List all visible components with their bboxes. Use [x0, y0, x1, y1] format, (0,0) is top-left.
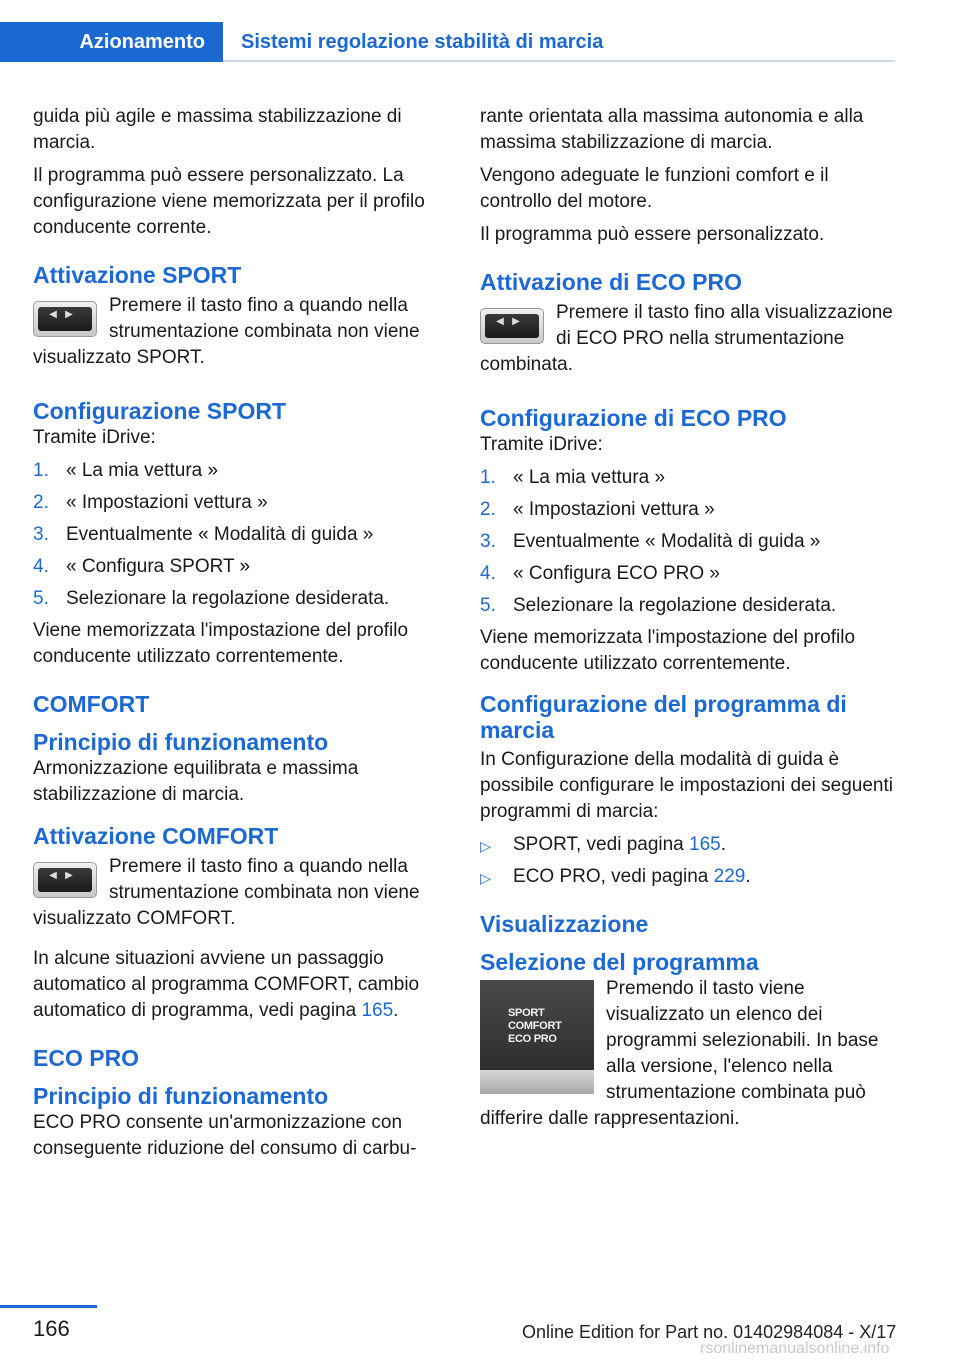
program-list-display-image	[480, 980, 594, 1094]
heading-principio: Principio di funzionamento	[33, 729, 329, 755]
page-header	[0, 22, 895, 62]
heading-attivazione-sport: Attivazione SPORT	[33, 262, 242, 288]
paragraph: Il programma può essere personalizzato.	[480, 224, 825, 245]
heading-visualizzazione: Visualizzazione	[480, 911, 649, 937]
heading-comfort: COMFORT	[33, 691, 150, 717]
instruction-text: Premere il tasto fino a quando nella strumentazione combinata non viene visualizzato SPORT.	[33, 295, 420, 368]
list-item: 4. « Configura SPORT »	[33, 556, 251, 577]
paragraph: rante orientata alla massima autonomia e alla massima stabilizzazione di marcia.	[480, 106, 864, 153]
heading-principio: Principio di funzionamento	[33, 1083, 329, 1109]
list-item: 5. Selezionare la regolazione desiderata.	[33, 588, 390, 609]
list-item: 2. « Impostazioni vettura »	[480, 499, 715, 520]
bullet-triangle-icon: ▷	[480, 838, 491, 854]
heading-configurazione-sport: Configurazione SPORT	[33, 398, 286, 424]
paragraph: Tramite iDrive:	[480, 434, 603, 455]
steps-list-sport	[33, 458, 447, 612]
paragraph: In Configurazione della modalità di guida è possibile configurare le impostazioni dei seguenti programmi di marcia:	[480, 749, 893, 822]
page-link-229[interactable]: 229	[713, 866, 746, 887]
list-item: 1. « La mia vettura »	[33, 460, 219, 481]
list-item: 1. « La mia vettura »	[480, 467, 666, 488]
drive-mode-button-icon: ◀ ▶	[33, 862, 97, 898]
instruction-text: Premendo il tasto viene visualizzato un elenco dei programmi selezionabili. In base alla versione, l'elenco nella strumentazione combinata può differire dalle rappresentazioni.	[480, 978, 879, 1129]
instruction-text: Premere il tasto fino a quando nella strumentazione combinata non viene visualizzato COMFORT.	[33, 856, 420, 929]
list-item: 5. Selezionare la regolazione desiderata.	[480, 595, 837, 616]
list-item: ▷ SPORT, vedi pagina 165.	[480, 832, 894, 858]
left-column	[33, 104, 447, 1169]
footer-rule	[0, 1305, 97, 1308]
paragraph: Il programma può essere personalizzato. La configurazione viene memorizzata per il profilo conducente corrente.	[33, 165, 425, 238]
heading-configurazione-programma: Configurazione del programma di marcia	[480, 691, 847, 743]
heading-attivazione-comfort: Attivazione COMFORT	[33, 823, 279, 849]
drive-mode-button-icon: ◀ ▶	[480, 308, 544, 344]
program-bullets	[480, 832, 894, 890]
paragraph: In alcune situazioni avviene un passaggio automatico al programma COMFORT, cambio automatico di programma, vedi pagina 165.	[33, 948, 420, 1021]
paragraph: Tramite iDrive:	[33, 427, 156, 448]
right-column	[480, 104, 894, 1132]
heading-attivazione-eco-pro: Attivazione di ECO PRO	[480, 269, 742, 295]
page-number: 166	[33, 1316, 70, 1341]
page-link-165[interactable]: 165	[361, 1000, 394, 1021]
header-rule	[223, 60, 895, 62]
paragraph: Viene memorizzata l'impostazione del profilo conducente utilizzato correntemente.	[33, 620, 409, 667]
paragraph: Vengono adeguate le funzioni comfort e il controllo del motore.	[480, 165, 829, 212]
list-item: 3. Eventualmente « Modalità di guida »	[480, 531, 821, 552]
heading-eco-pro: ECO PRO	[33, 1045, 140, 1071]
instruction-with-button	[480, 300, 894, 378]
instruction-with-screen	[480, 976, 894, 1132]
instruction-text: Premere il tasto fino alla visualizzazione di ECO PRO nella strumentazione combinata.	[480, 302, 893, 375]
edition-text: Online Edition for Part no. 01402984084 - X/17	[522, 1322, 897, 1342]
section-title[interactable]: Sistemi regolazione stabilità di marcia	[241, 31, 604, 53]
heading-configurazione-eco-pro: Configurazione di ECO PRO	[480, 405, 787, 431]
display-label: ECO PRO	[508, 1033, 557, 1045]
drive-mode-button-icon: ◀ ▶	[33, 301, 97, 337]
list-item: 4. « Configura ECO PRO »	[480, 563, 720, 584]
chapter-tab[interactable]: Azionamento	[0, 22, 223, 62]
display-label: SPORT	[508, 1007, 545, 1019]
list-item: 3. Eventualmente « Modalità di guida »	[33, 524, 374, 545]
bullet-triangle-icon: ▷	[480, 870, 491, 886]
instruction-with-button	[33, 293, 447, 371]
paragraph: Armonizzazione equilibrata e massima stabilizzazione di marcia.	[33, 758, 359, 805]
watermark: rsonlinemanualsonline.info	[700, 1340, 890, 1357]
paragraph: guida più agile e massima stabilizzazione di marcia.	[33, 106, 402, 153]
list-item: ▷ ECO PRO, vedi pagina 229.	[480, 864, 894, 890]
display-label: COMFORT	[508, 1020, 562, 1032]
paragraph: ECO PRO consente un'armonizzazione con conseguente riduzione del consumo di carbu-	[33, 1112, 417, 1159]
steps-list-eco	[480, 465, 894, 619]
instruction-with-button	[33, 854, 447, 932]
page-link-165[interactable]: 165	[689, 834, 721, 855]
list-item: 2. « Impostazioni vettura »	[33, 492, 268, 513]
paragraph: Viene memorizzata l'impostazione del profilo conducente utilizzato correntemente.	[480, 627, 856, 674]
heading-selezione-programma: Selezione del programma	[480, 949, 759, 975]
